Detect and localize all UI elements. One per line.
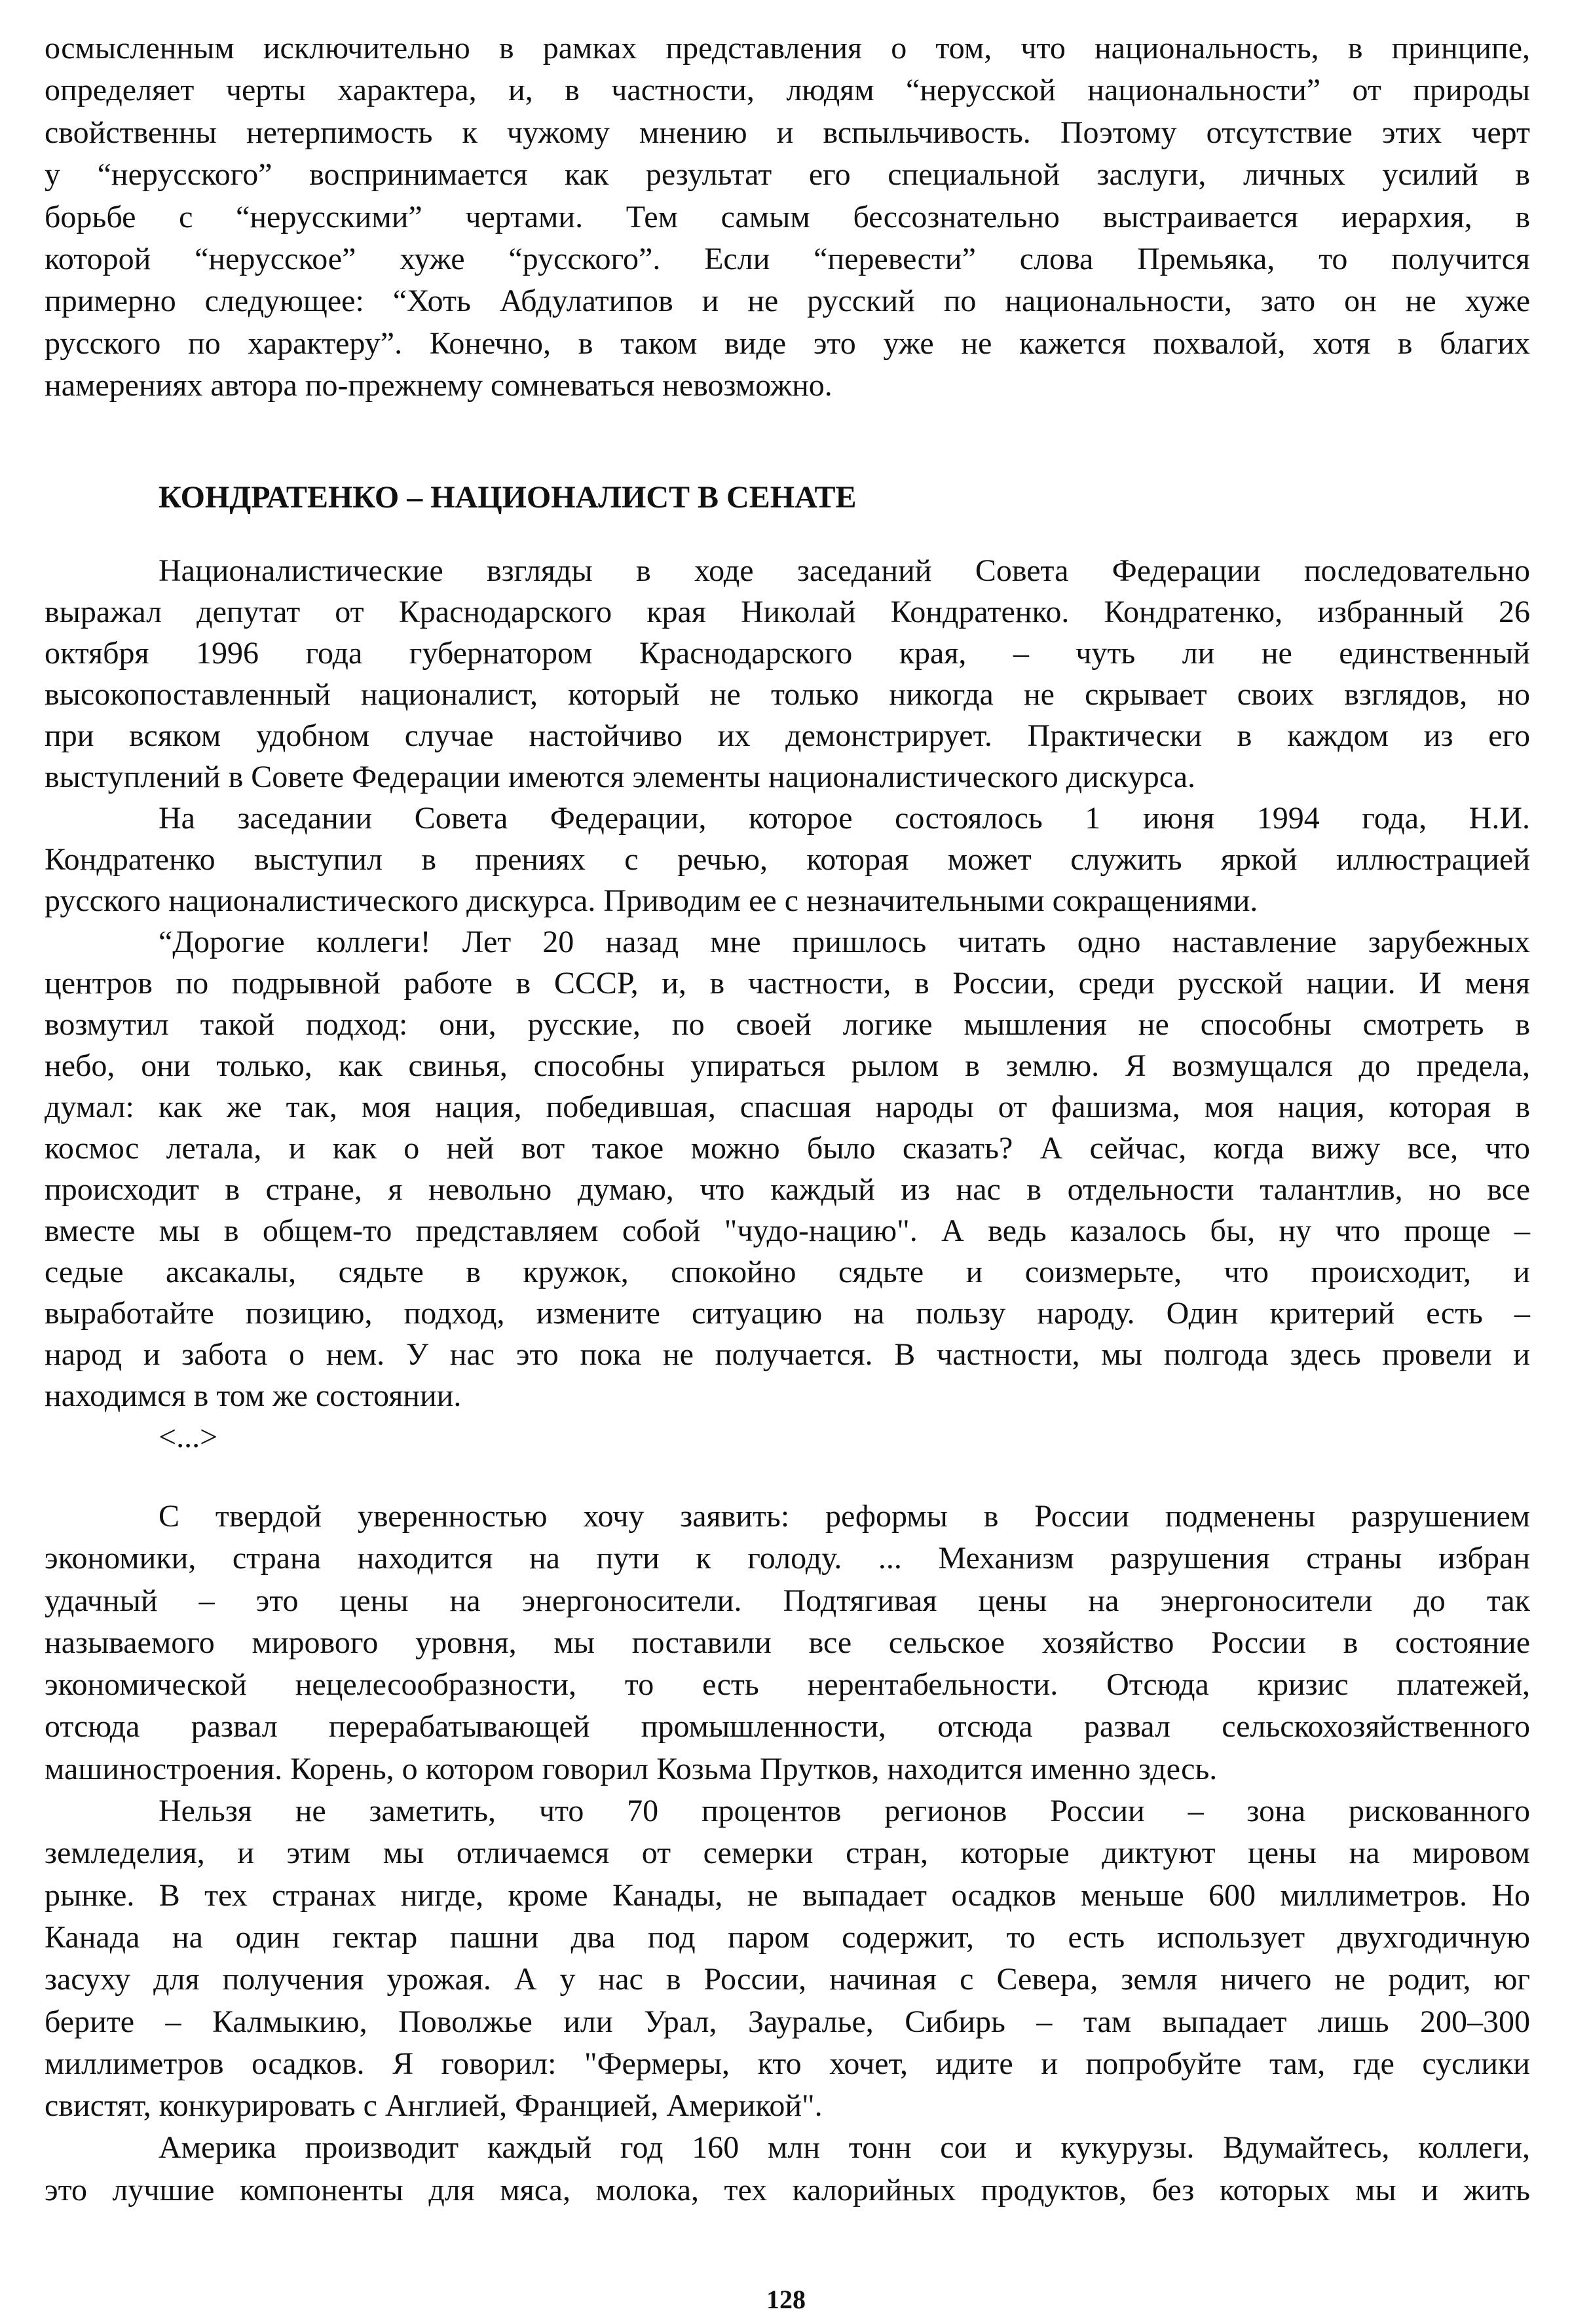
text-line: Канада на один гектар пашни два под паром содержит, то есть использует двухгодичную <box>45 1919 1530 1955</box>
text-line: отсюда развал перерабатывающей промышленности, отсюда развал сельскохозяйственного <box>45 1709 1530 1744</box>
text-line: при всяком удобном случае настойчиво их демонстрирует. Практически в каждом из его <box>45 718 1530 753</box>
text-line: высокопоставленный националист, который не только никогда не скрывает своих взглядов, но <box>45 677 1530 712</box>
paragraph <box>45 798 1530 921</box>
text-line: октября 1996 года губернатором Краснодарского края, – чуть ли не единственный <box>45 636 1530 671</box>
text-line: русского националистического дискурса. Приводим ее с незначительными сокращениями. <box>45 883 1258 918</box>
text-line: Америка производит каждый год 160 млн тонн сои и кукурузы. Вдумайтесь, коллеги, <box>159 2130 1530 2166</box>
text-line: это лучшие компоненты для мяса, молока, тех калорийных продуктов, без которых мы и жить <box>45 2172 1530 2207</box>
text-line: примерно следующее: “Хоть Абдулатипов и не русский по национальности, зато он не хуже <box>45 284 1530 319</box>
text-line: происходит в стране, я невольно думаю, что каждый из нас в отдельности талантлив, но все <box>45 1172 1530 1207</box>
text-line: выработайте позицию, подход, измените ситуацию на пользу народу. Один критерий есть – <box>45 1296 1530 1331</box>
text-line: <...> <box>159 1420 218 1454</box>
paragraph <box>45 28 1530 407</box>
text-line: экономики, страна находится на пути к голоду. ... Механизм разрушения страны избран <box>45 1541 1530 1576</box>
paragraph <box>45 2127 1530 2211</box>
text-line: машиностроения. Корень, о котором говорил Козьма Прутков, находится именно здесь. <box>45 1751 1218 1786</box>
paragraph <box>45 921 1530 1416</box>
page-number: 128 <box>766 2285 806 2314</box>
text-line: седые аксакалы, сядьте в кружок, спокойно сядьте и соизмерьте, что происходит, и <box>45 1255 1530 1289</box>
text-line: Нельзя не заметить, что 70 процентов регионов России – зона рискованного <box>159 1794 1530 1829</box>
text-line: народ и забота о нем. У нас это пока не получается. В частности, мы полгода здесь провели и <box>45 1337 1530 1372</box>
text-line: думал: как же так, моя нация, победившая, спасшая народы от фашизма, моя нация, которая в <box>45 1090 1530 1124</box>
text-line: выступлений в Совете Федерации имеются элементы националистического дискурса. <box>45 760 1195 794</box>
paragraph <box>45 1496 1530 1790</box>
text-line: свойственны нетерпимость к чужому мнению и вспыльчивость. Поэтому отсутствие этих черт <box>45 115 1530 150</box>
text-line: борьбе с “нерусскими” чертами. Тем самым бессознательно выстраивается иерархия, в <box>45 199 1530 234</box>
paragraph <box>45 1790 1530 2127</box>
text-line: определяет черты характера, и, в частности, людям “нерусской национальности” от природы <box>45 73 1530 108</box>
text-line: земледелия, и этим мы отличаемся от семерки стран, которые диктуют цены на мировом <box>45 1835 1530 1871</box>
paragraph <box>45 1416 1530 1458</box>
paragraph <box>45 550 1530 798</box>
text-line: На заседании Совета Федерации, которое состоялось 1 июня 1994 года, Н.И. <box>159 801 1530 836</box>
text-line: возмутил такой подход: они, русские, по своей логике мышления не способны смотреть в <box>45 1007 1530 1042</box>
text-line: небо, они только, как свинья, способны упираться рылом в землю. Я возмущался до предела, <box>45 1048 1530 1083</box>
text-line: вместе мы в общем-то представляем собой "чудо-нацию". А ведь казалось бы, ну что проще – <box>45 1213 1530 1248</box>
text-line: свистят, конкурировать с Англией, Францией, Америкой". <box>45 2088 823 2124</box>
text-line: намерениях автора по-прежнему сомневаться невозможно. <box>45 368 833 403</box>
text-line: экономической нецелесообразности, то есть нерентабельности. Отсюда кризис платежей, <box>45 1667 1530 1703</box>
text-line: Кондратенко выступил в прениях с речью, которая может служить яркой иллюстрацией <box>45 842 1530 877</box>
text-block-continuation <box>45 28 1530 407</box>
text-line: которой “нерусское” хуже “русского”. Если “перевести” слова Премьяка, то получится <box>45 241 1530 276</box>
text-line: у “нерусского” воспринимается как результат его специальной заслуги, личных усилий в <box>45 157 1530 193</box>
text-line: удачный – это цены на энергоносители. Подтягивая цены на энергоносители до так <box>45 1583 1530 1618</box>
text-line: С твердой уверенностью хочу заявить: реформы в России подменены разрушением <box>159 1499 1530 1534</box>
text-block-section <box>45 550 1530 1458</box>
text-line: рынке. В тех странах нигде, кроме Канады, не выпадает осадков меньше 600 миллиметров. Но <box>45 1877 1530 1913</box>
text-line: космос летала, и как о ней вот такое можно было сказать? А сейчас, когда вижу все, что <box>45 1131 1530 1166</box>
text-line: центров по подрывной работе в СССР, и, в частности, в России, среди русской нации. И меня <box>45 966 1530 1001</box>
text-line: осмысленным исключительно в рамках представления о том, что национальность, в принципе, <box>45 31 1530 65</box>
text-line: находимся в том же состоянии. <box>45 1378 462 1413</box>
text-line: называемого мирового уровня, мы поставили все сельское хозяйство России в состояние <box>45 1625 1530 1660</box>
text-line: “Дорогие коллеги! Лет 20 назад мне пришлось читать одно наставление зарубежных <box>159 925 1530 959</box>
text-line: берите – Калмыкию, Поволжье или Урал, Зауралье, Сибирь – там выпадает лишь 200–300 <box>45 2004 1530 2039</box>
text-line: Националистические взгляды в ходе заседаний Совета Федерации последовательно <box>159 553 1530 588</box>
text-block-speech-continued <box>45 1496 1530 2211</box>
text-line: засуху для получения урожая. А у нас в России, начиная с Севера, земля ничего не родит, юг <box>45 1962 1530 1997</box>
text-line: выражал депутат от Краснодарского края Николай Кондратенко. Кондратенко, избранный 26 <box>45 595 1530 629</box>
text-line: русского по характеру”. Конечно, в таком виде это уже не кажется похвалой, хотя в благих <box>45 325 1530 361</box>
text-line: миллиметров осадков. Я говорил: "Фермеры, кто хочет, идите и попробуйте там, где суслики <box>45 2046 1530 2081</box>
section-heading: КОНДРАТЕНКО – НАЦИОНАЛИСТ В СЕНАТЕ <box>159 480 857 515</box>
